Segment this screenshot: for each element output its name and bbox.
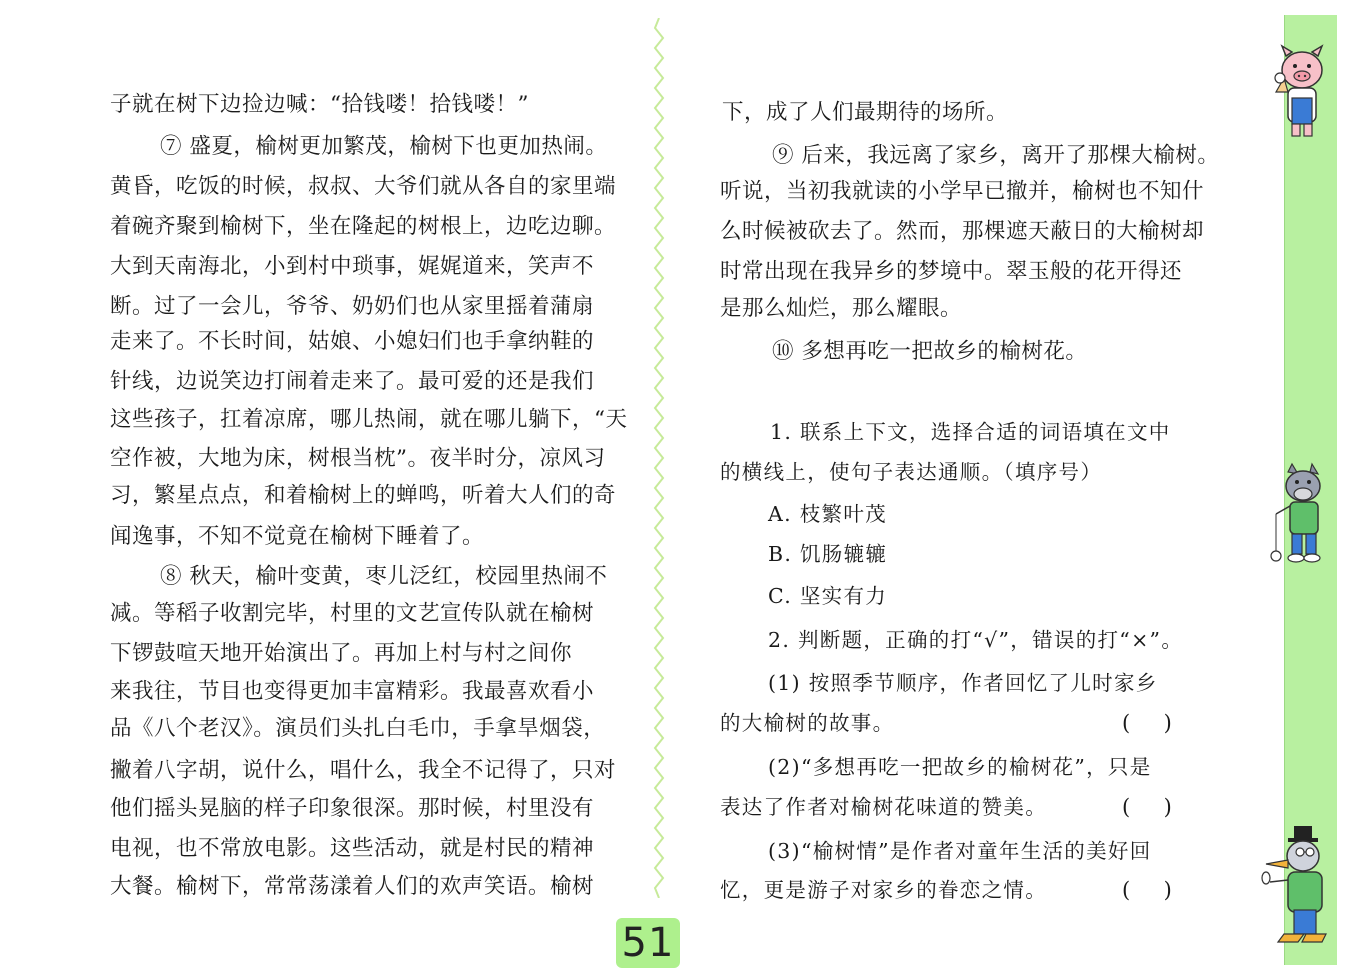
text-line: 来我往，节目也变得更加丰富精彩。我最喜欢看小 (110, 679, 595, 704)
text-line: 时常出现在我异乡的梦境中。翠玉般的花开得还 (720, 259, 1183, 284)
duck-mascot-icon (1248, 822, 1342, 952)
answer-blank-1[interactable]: ( ) (1122, 711, 1172, 735)
statement-3-line2: 忆，更是游子对家乡的眷恋之情。 (720, 878, 1047, 902)
text-line: 大到天南海北，小到村中琐事，娓娓道来，笑声不 (110, 254, 595, 279)
text-line: 大餐。榆树下，常常荡漾着人们的欢声笑语。榆树 (110, 874, 595, 899)
text-line: 么时候被砍去了。然而，那棵遮天蔽日的大榆树却 (720, 219, 1205, 244)
statement-2-line1: (2)“多想再吃一把故乡的榆树花”，只是 (768, 755, 1152, 779)
text-line: 习，繁星点点，和着榆树上的蝉鸣，听着大人们的奇 (110, 483, 617, 508)
text-line: 断。过了一会儿，爷爷、奶奶们也从家里摇着蒲扇 (110, 294, 595, 319)
statement-1-line1: (1) 按照季节顺序，作者回忆了儿时家乡 (768, 671, 1158, 695)
text-line: 针线，边说笑边打闹着走来了。最可爱的还是我们 (110, 369, 595, 394)
question-2: 2. 判断题，正确的打“√”，错误的打“×”。 (768, 628, 1184, 652)
statement-2-line2: 表达了作者对榆树花味道的赞美。 (720, 795, 1047, 819)
page-fold-divider (652, 18, 666, 898)
text-line: 是那么灿烂，那么耀眼。 (720, 296, 963, 321)
text-line: 电视，也不常放电影。这些活动，就是村民的精神 (110, 836, 595, 861)
paragraph-7-start: ⑦ 盛夏，榆树更加繁茂，榆树下也更加热闹。 (160, 134, 608, 159)
wolf-mascot-icon (1262, 462, 1342, 572)
statement-3-line1: (3)“榆树情”是作者对童年生活的美好回 (768, 839, 1152, 863)
text-line: 这些孩子，扛着凉席，哪儿热闹，就在哪儿躺下，“天 (110, 407, 628, 432)
answer-blank-3[interactable]: ( ) (1122, 878, 1172, 902)
text-line: 他们摇头晃脑的样子印象很深。那时候，村里没有 (110, 796, 595, 821)
text-line: 撇着八字胡，说什么，唱什么，我全不记得了，只对 (110, 758, 617, 783)
text-line: 下，成了人们最期待的场所。 (722, 100, 1009, 125)
pig-mascot-icon (1262, 42, 1342, 142)
paragraph-9-start: ⑨ 后来，我远离了家乡，离开了那棵大榆树。 (772, 143, 1220, 168)
text-line: 听说，当初我就读的小学早已撤并，榆树也不知什 (720, 179, 1205, 204)
text-line: 下锣鼓喧天地开始演出了。再加上村与村之间你 (110, 641, 573, 666)
text-line: 减。等稻子收割完毕，村里的文艺宣传队就在榆树 (110, 601, 595, 626)
question-1-line2: 的横线上，使句子表达通顺。（填序号） (720, 460, 1103, 484)
option-a: A. 枝繁叶茂 (768, 502, 887, 526)
paragraph-8-start: ⑧ 秋天，榆叶变黄，枣儿泛红，校园里热闹不 (160, 564, 608, 589)
statement-1-line2: 的大榆树的故事。 (720, 711, 895, 735)
text-line: 空作被，大地为床，树根当枕”。夜半时分，凉风习 (110, 446, 606, 471)
text-line: 黄昏，吃饭的时候，叔叔、大爷们就从各自的家里端 (110, 174, 617, 199)
question-1-line1: 1. 联系上下文，选择合适的词语填在文中 (770, 420, 1171, 444)
text-line: 走来了。不长时间，姑娘、小媳妇们也手拿纳鞋的 (110, 329, 595, 354)
text-line: 子就在树下边捡边喊：“拾钱喽！拾钱喽！” (110, 92, 529, 117)
text-line: 闻逸事，不知不觉竟在榆树下睡着了。 (110, 524, 485, 549)
page-number: 51 (616, 918, 680, 968)
text-line: 着碗齐聚到榆树下，坐在隆起的树根上，边吃边聊。 (110, 214, 617, 239)
text-line: 品《八个老汉》。演员们头扎白毛巾，手拿旱烟袋， (110, 716, 606, 741)
paragraph-10: ⑩ 多想再吃一把故乡的榆树花。 (772, 339, 1088, 364)
option-c: C. 坚实有力 (768, 584, 888, 608)
answer-blank-2[interactable]: ( ) (1122, 795, 1172, 819)
option-b: B. 饥肠辘辘 (768, 542, 888, 566)
